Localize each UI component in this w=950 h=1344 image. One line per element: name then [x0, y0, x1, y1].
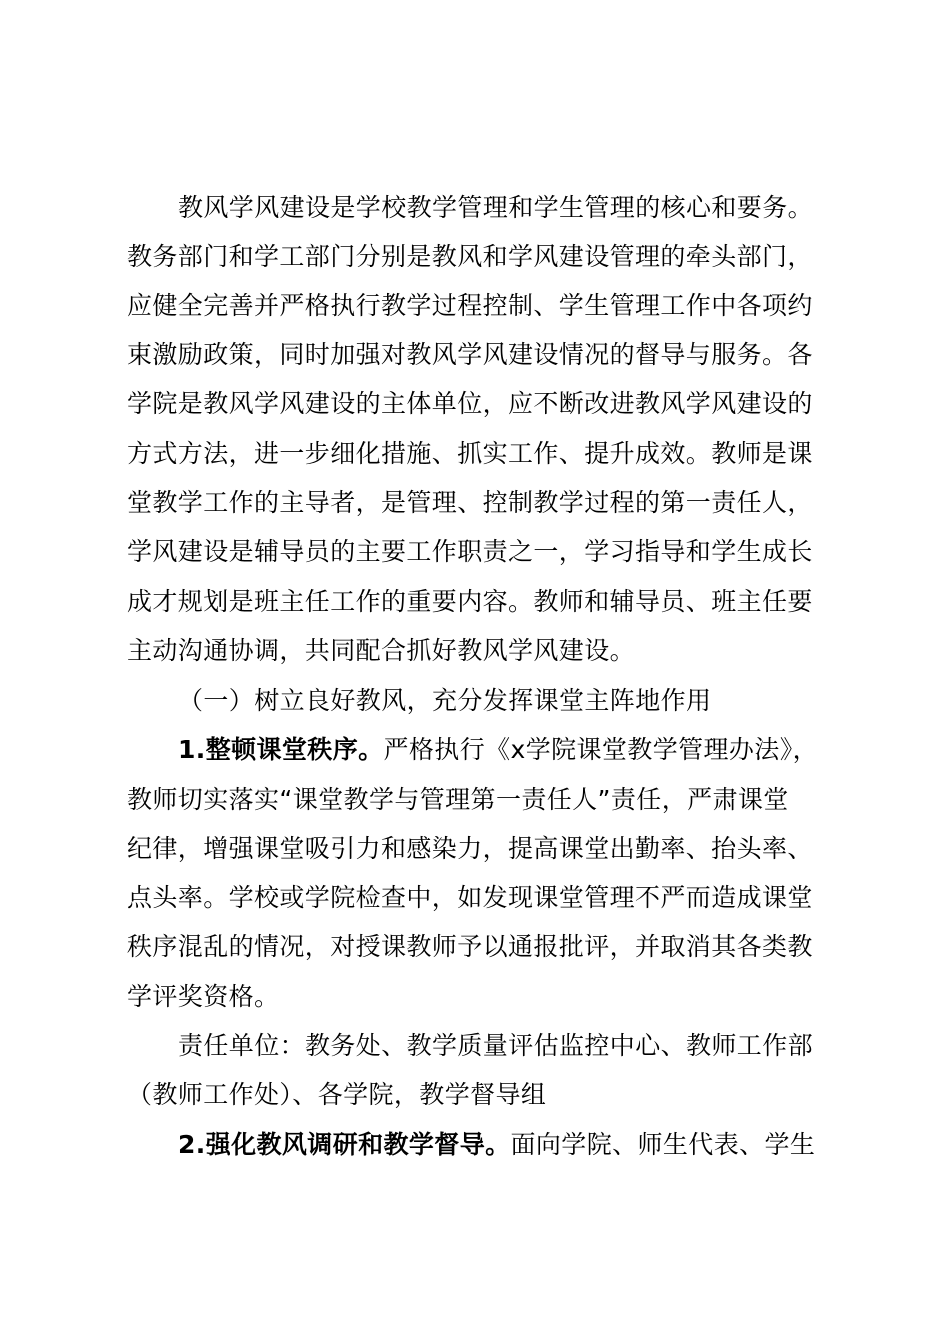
item-line	[178, 733, 818, 767]
item-line	[178, 1128, 815, 1162]
item-title: 2.强化教风调研和教学督导。	[178, 1130, 511, 1159]
paragraph-line: （教师工作处）、各学院，教学督导组	[127, 1080, 547, 1109]
paragraph-line: 束激励政策，同时加强对教风学风建设情况的督导与服务。各	[127, 340, 813, 369]
paragraph-line: 秩序混乱的情况，对授课教师予以通报批评，并取消其各类教	[127, 932, 813, 961]
paragraph-line: 学院是教风学风建设的主体单位，应不断改进教风学风建设的	[127, 389, 813, 418]
paragraph-line: 教师切实落实“课堂教学与管理第一责任人”责任，严肃课堂	[127, 785, 789, 814]
paragraph-line: 学风建设是辅导员的主要工作职责之一，学习指导和学生成长	[127, 537, 813, 566]
item-text: 面向学院、师生代表、学生	[510, 1130, 816, 1159]
responsible-units: 责任单位：教务处、教学质量评估监控中心、教师工作部	[178, 1031, 814, 1060]
paragraph-line: 堂教学工作的主导者，是管理、控制教学过程的第一责任人，	[127, 488, 813, 517]
paragraph-line: 方式方法，进一步细化措施、抓实工作、提升成效。教师是课	[127, 439, 813, 468]
paragraph-line: 应健全完善并严格执行教学过程控制、学生管理工作中各项约	[127, 291, 813, 320]
item-title: 1.整顿课堂秩序。	[178, 735, 384, 764]
paragraph-line: 成才规划是班主任工作的重要内容。教师和辅导员、班主任要	[127, 587, 813, 616]
paragraph-line: 教风学风建设是学校教学管理和学生管理的核心和要务。	[178, 193, 814, 222]
section-heading: （一）树立良好教风，充分发挥课堂主阵地作用	[178, 686, 712, 715]
item-text: 严格执行《x学院课堂教学管理办法》，	[383, 735, 818, 764]
paragraph-line: 点头率。学校或学院检查中，如发现课堂管理不严而造成课堂	[127, 883, 813, 912]
paragraph-line: 教务部门和学工部门分别是教风和学风建设管理的牵头部门，	[127, 242, 813, 271]
paragraph-line: 纪律，增强课堂吸引力和感染力，提高课堂出勤率、抬头率、	[127, 834, 813, 863]
paragraph-line: 主动沟通协调，共同配合抓好教风学风建设。	[127, 636, 636, 665]
paragraph-line: 学评奖资格。	[127, 982, 280, 1011]
